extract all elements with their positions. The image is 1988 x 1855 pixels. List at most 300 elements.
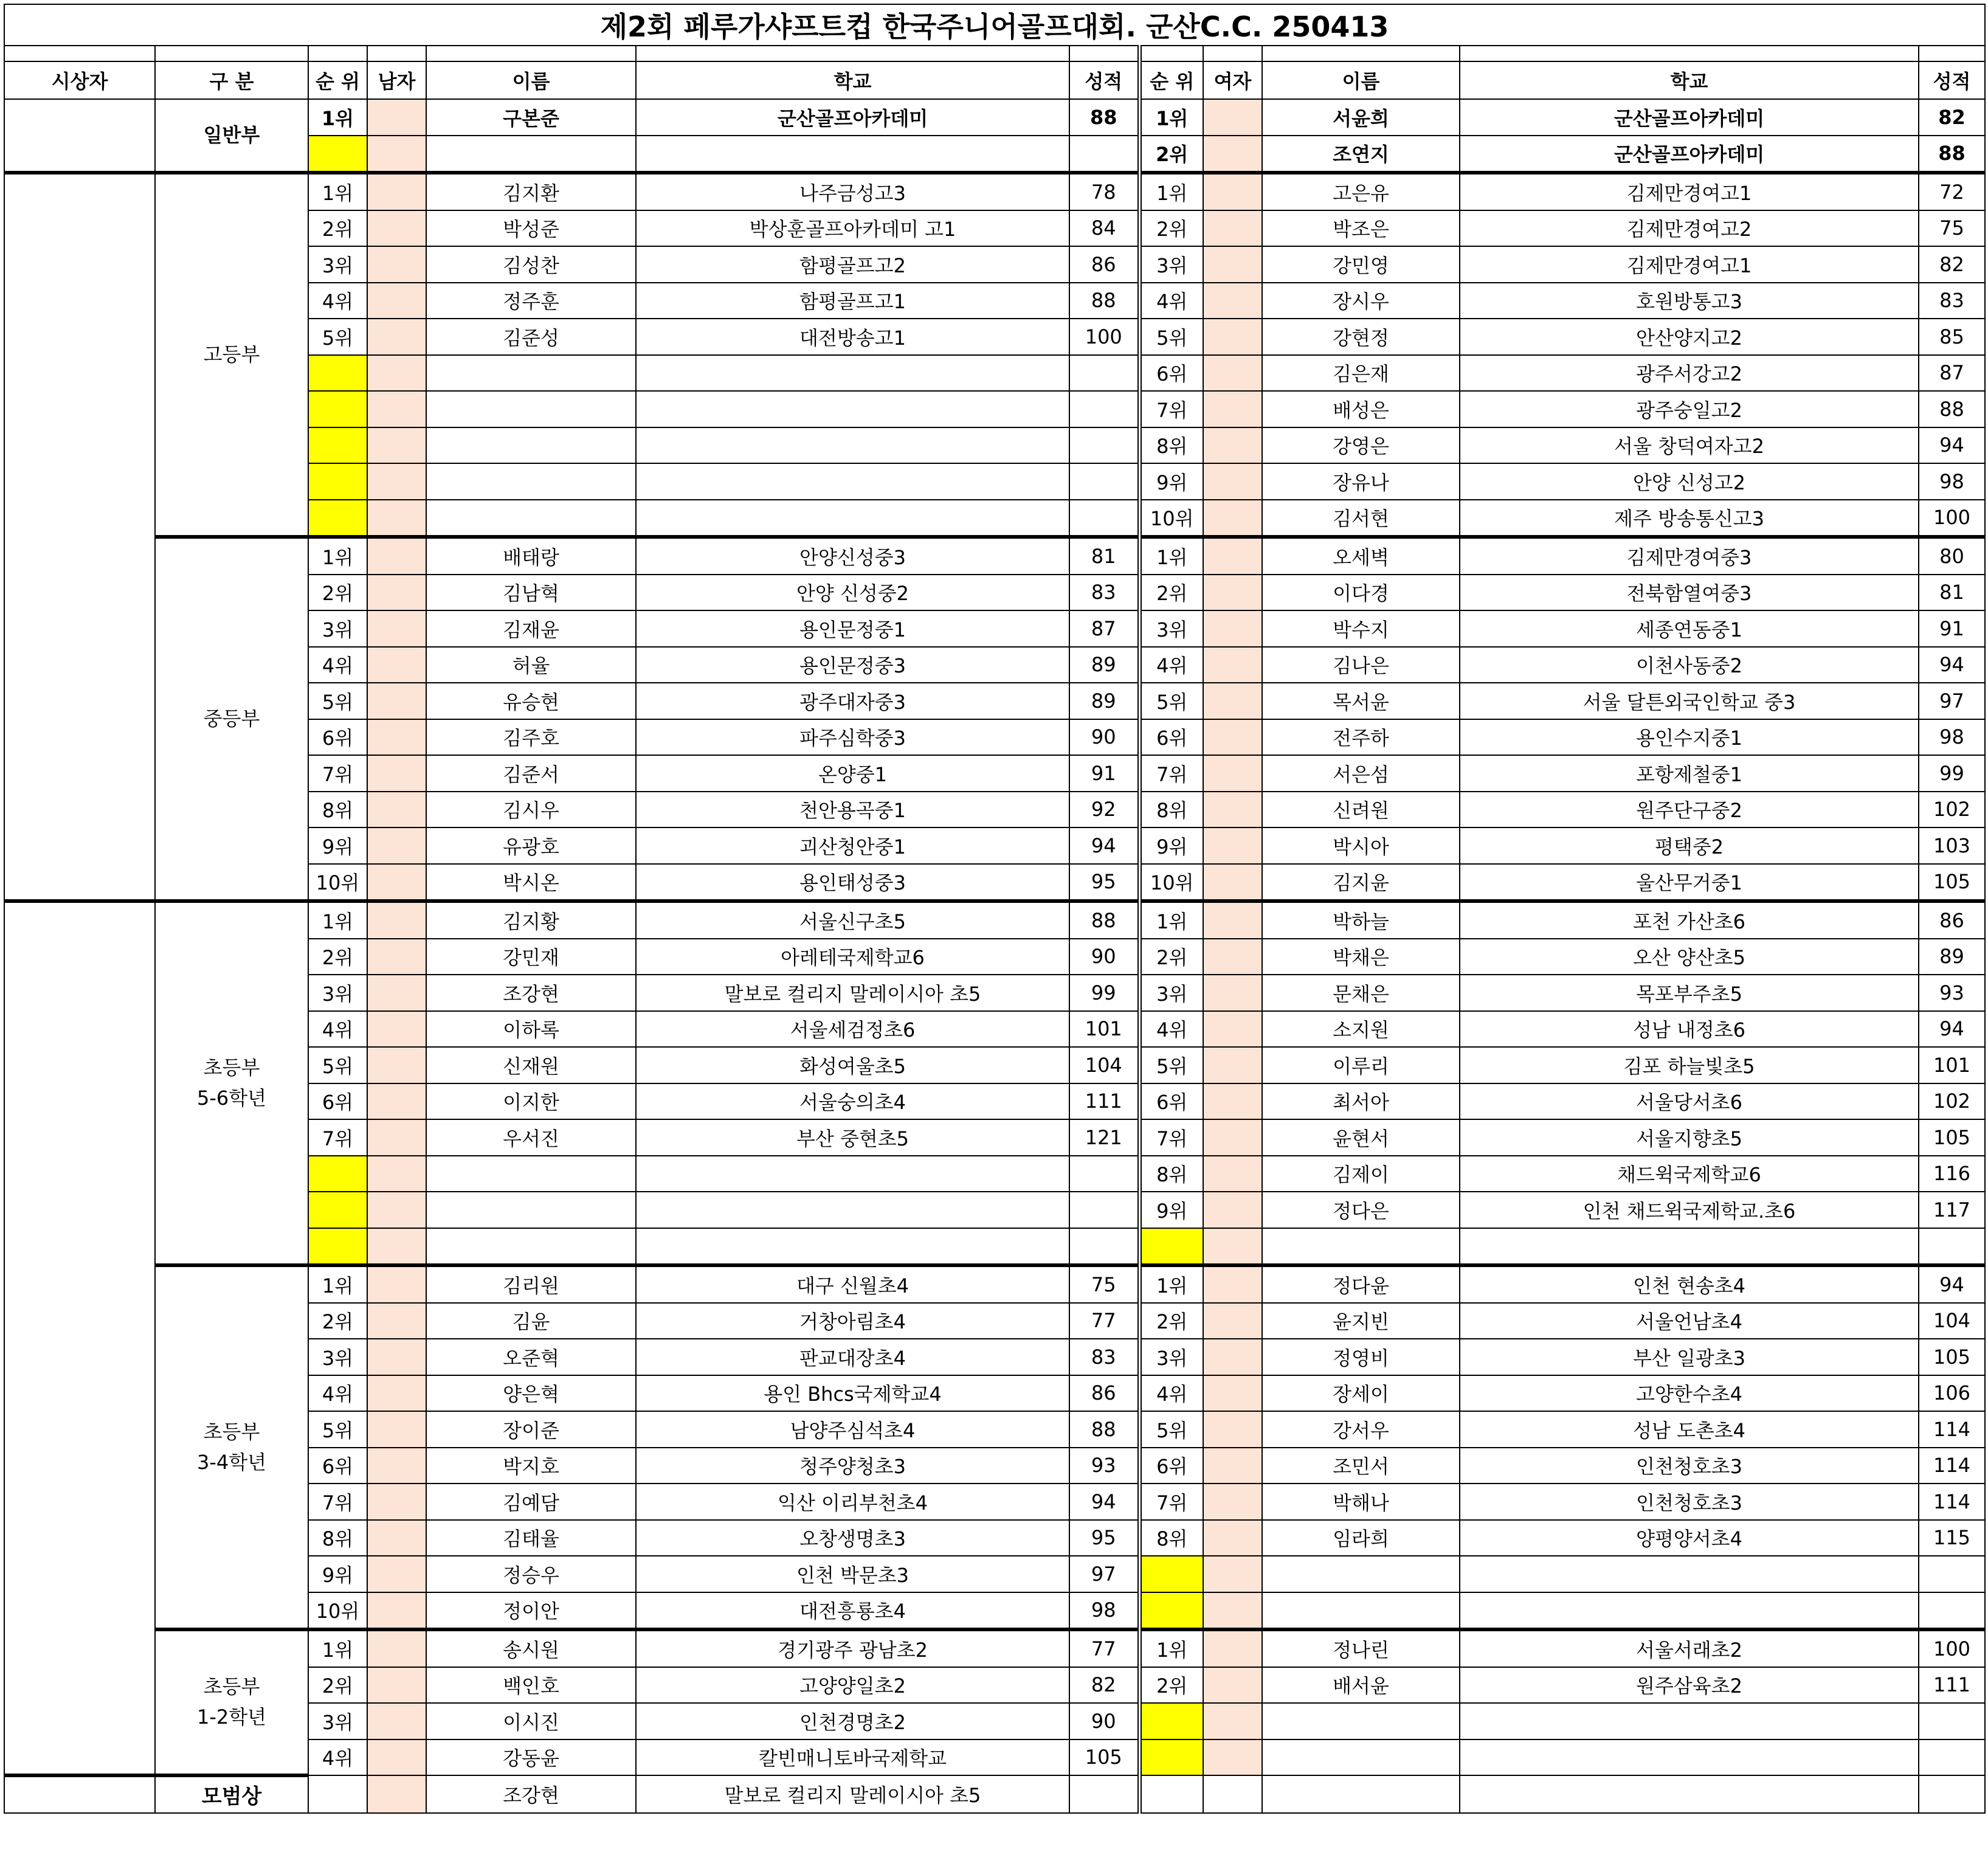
male-school-cell: 인천 박문초3	[636, 1556, 1069, 1592]
male-rank-cell	[308, 391, 367, 427]
female-marker-cell	[1203, 1047, 1262, 1083]
female-school-cell: 김제만경여고1	[1460, 246, 1919, 283]
male-rank-cell: 1위	[308, 537, 367, 575]
award-empty-cell	[1460, 1775, 1919, 1813]
female-rank-cell	[1139, 1228, 1203, 1266]
female-marker-cell	[1203, 319, 1262, 355]
male-school-cell: 화성여울초5	[636, 1047, 1069, 1083]
female-rank-cell: 1위	[1139, 1629, 1203, 1667]
female-rank-cell: 3위	[1139, 246, 1203, 283]
female-score-cell: 102	[1919, 1083, 1985, 1120]
female-score-cell	[1919, 1228, 1985, 1266]
female-name-cell: 김은재	[1262, 355, 1460, 392]
award-marker-cell	[367, 1775, 426, 1813]
category-label: 3-4학년	[196, 1450, 267, 1474]
male-name-cell: 박지호	[426, 1448, 636, 1484]
female-marker-cell	[1203, 427, 1262, 464]
female-name-cell: 박해나	[1262, 1484, 1460, 1520]
female-name-cell: 서은섬	[1262, 755, 1460, 792]
female-name-cell: 박하늘	[1262, 901, 1460, 939]
award-name: 조강현	[426, 1775, 636, 1813]
male-rank-cell: 2위	[308, 1667, 367, 1704]
male-rank-cell: 3위	[308, 246, 367, 283]
header-name-male: 이름	[426, 61, 636, 99]
female-rank-cell: 5위	[1139, 1411, 1203, 1448]
female-marker-cell	[1203, 246, 1262, 283]
presenter-cell	[4, 1775, 155, 1813]
female-name-cell: 목서윤	[1262, 683, 1460, 719]
spacer-row	[4, 46, 1985, 61]
female-score-cell: 114	[1919, 1484, 1985, 1520]
female-school-cell: 서울서래초2	[1460, 1629, 1919, 1667]
female-rank-cell: 1위	[1139, 99, 1203, 136]
male-school-cell: 칼빈매니토바국제학교	[636, 1739, 1069, 1776]
male-marker-cell	[367, 1083, 426, 1120]
male-rank-cell: 9위	[308, 1556, 367, 1592]
presenter-cell	[4, 99, 155, 173]
male-name-cell	[426, 391, 636, 427]
female-score-cell: 105	[1919, 1339, 1985, 1375]
male-marker-cell	[367, 246, 426, 283]
female-rank-cell: 7위	[1139, 1484, 1203, 1520]
female-marker-cell	[1203, 719, 1262, 756]
male-score-cell: 105	[1069, 1739, 1139, 1776]
female-school-cell: 안산양지고2	[1460, 319, 1919, 355]
female-rank-cell: 6위	[1139, 719, 1203, 756]
female-rank-cell: 1위	[1139, 901, 1203, 939]
female-rank-cell: 4위	[1139, 1011, 1203, 1048]
female-rank-cell: 4위	[1139, 1375, 1203, 1412]
male-rank-cell	[308, 1192, 367, 1228]
female-school-cell: 군산골프아카데미	[1460, 99, 1919, 136]
female-marker-cell	[1203, 610, 1262, 647]
female-name-cell: 박시아	[1262, 827, 1460, 864]
male-marker-cell	[367, 210, 426, 247]
female-marker-cell	[1203, 1339, 1262, 1375]
female-school-cell: 서울지향초5	[1460, 1119, 1919, 1156]
male-rank-cell	[308, 1228, 367, 1266]
male-school-cell: 용인 Bhcs국제학교4	[636, 1375, 1069, 1412]
female-score-cell: 94	[1919, 647, 1985, 683]
male-score-cell: 97	[1069, 1556, 1139, 1592]
female-score-cell: 114	[1919, 1448, 1985, 1484]
male-school-cell: 인천경명초2	[636, 1703, 1069, 1739]
male-name-cell: 김태율	[426, 1520, 636, 1556]
category-cell	[155, 173, 308, 537]
female-rank-cell: 1위	[1139, 173, 1203, 210]
female-name-cell: 신려원	[1262, 792, 1460, 828]
female-school-cell: 김포 하늘빛초5	[1460, 1047, 1919, 1083]
female-school-cell: 광주서강고2	[1460, 355, 1919, 392]
female-rank-cell: 8위	[1139, 427, 1203, 464]
male-score-cell: 94	[1069, 827, 1139, 864]
female-name-cell: 오세벽	[1262, 537, 1460, 575]
female-name-cell: 장세이	[1262, 1375, 1460, 1412]
female-rank-cell	[1139, 1556, 1203, 1592]
table-row	[4, 537, 1985, 575]
female-score-cell: 100	[1919, 500, 1985, 537]
presenter-cell	[4, 173, 155, 901]
female-name-cell: 소지원	[1262, 1011, 1460, 1048]
male-score-cell: 81	[1069, 537, 1139, 575]
header-school-female: 학교	[1460, 61, 1919, 99]
female-score-cell: 93	[1919, 975, 1985, 1011]
female-name-cell: 정나린	[1262, 1629, 1460, 1667]
male-rank-cell: 1위	[308, 1265, 367, 1303]
male-rank-cell: 10위	[308, 864, 367, 902]
male-name-cell: 김주호	[426, 719, 636, 756]
female-school-cell	[1460, 1739, 1919, 1776]
male-score-cell: 111	[1069, 1083, 1139, 1120]
male-rank-cell: 1위	[308, 901, 367, 939]
female-score-cell: 83	[1919, 283, 1985, 319]
male-rank-cell: 5위	[308, 1411, 367, 1448]
male-score-cell: 101	[1069, 1011, 1139, 1048]
female-name-cell: 배성은	[1262, 391, 1460, 427]
male-rank-cell: 3위	[308, 610, 367, 647]
male-name-cell	[426, 427, 636, 464]
male-score-cell: 99	[1069, 975, 1139, 1011]
female-marker-cell	[1203, 463, 1262, 500]
female-marker-cell	[1203, 647, 1262, 683]
male-school-cell	[636, 1192, 1069, 1228]
male-marker-cell	[367, 792, 426, 828]
male-name-cell: 이시진	[426, 1703, 636, 1739]
male-marker-cell	[367, 283, 426, 319]
category-label: 중등부	[203, 706, 260, 730]
male-name-cell: 백인호	[426, 1667, 636, 1704]
female-marker-cell	[1203, 939, 1262, 975]
female-rank-cell: 4위	[1139, 647, 1203, 683]
male-score-cell	[1069, 136, 1139, 173]
male-rank-cell	[308, 427, 367, 464]
female-school-cell: 서울 달튼외국인학교 중3	[1460, 683, 1919, 719]
header-score-male: 성적	[1069, 61, 1139, 99]
male-name-cell: 허율	[426, 647, 636, 683]
female-name-cell: 장유나	[1262, 463, 1460, 500]
female-marker-cell	[1203, 283, 1262, 319]
male-name-cell: 신재원	[426, 1047, 636, 1083]
male-marker-cell	[367, 864, 426, 902]
female-name-cell: 정영비	[1262, 1339, 1460, 1375]
male-name-cell: 이하록	[426, 1011, 636, 1048]
male-school-cell: 나주금성고3	[636, 173, 1069, 210]
male-rank-cell: 3위	[308, 975, 367, 1011]
male-name-cell: 김지황	[426, 901, 636, 939]
male-score-cell: 87	[1069, 610, 1139, 647]
male-score-cell	[1069, 500, 1139, 537]
female-marker-cell	[1203, 792, 1262, 828]
male-name-cell: 구본준	[426, 99, 636, 136]
female-school-cell: 서울언남초4	[1460, 1303, 1919, 1339]
male-marker-cell	[367, 575, 426, 611]
male-school-cell: 함평골프고2	[636, 246, 1069, 283]
female-school-cell: 제주 방송통신고3	[1460, 500, 1919, 537]
female-marker-cell	[1203, 1629, 1262, 1667]
female-score-cell: 88	[1919, 136, 1985, 173]
female-rank-cell: 2위	[1139, 136, 1203, 173]
female-school-cell: 원주삼육초2	[1460, 1667, 1919, 1704]
male-marker-cell	[367, 355, 426, 392]
female-school-cell: 군산골프아카데미	[1460, 136, 1919, 173]
category-label: 고등부	[203, 342, 260, 366]
male-score-cell: 75	[1069, 1265, 1139, 1303]
female-school-cell: 안양 신성고2	[1460, 463, 1919, 500]
male-name-cell: 정주훈	[426, 283, 636, 319]
female-name-cell: 김제이	[1262, 1156, 1460, 1192]
male-marker-cell	[367, 1303, 426, 1339]
category-label: 초등부	[203, 1675, 260, 1699]
male-marker-cell	[367, 1192, 426, 1228]
male-marker-cell	[367, 647, 426, 683]
male-name-cell: 김재윤	[426, 610, 636, 647]
male-marker-cell	[367, 719, 426, 756]
male-rank-cell: 1위	[308, 99, 367, 136]
male-marker-cell	[367, 1629, 426, 1667]
male-school-cell: 광주대자중3	[636, 683, 1069, 719]
male-score-cell: 89	[1069, 683, 1139, 719]
male-school-cell: 고양양일초2	[636, 1667, 1069, 1704]
female-rank-cell: 9위	[1139, 827, 1203, 864]
male-school-cell	[636, 136, 1069, 173]
female-score-cell: 98	[1919, 463, 1985, 500]
male-name-cell	[426, 463, 636, 500]
male-score-cell: 121	[1069, 1119, 1139, 1156]
award-school: 말보로 컬리지 말레이시아 초5	[636, 1775, 1069, 1813]
male-rank-cell: 5위	[308, 1047, 367, 1083]
male-marker-cell	[367, 173, 426, 210]
male-name-cell: 송시원	[426, 1629, 636, 1667]
female-marker-cell	[1203, 1265, 1262, 1303]
female-score-cell: 103	[1919, 827, 1985, 864]
female-score-cell: 111	[1919, 1667, 1985, 1704]
header-score-female: 성적	[1919, 61, 1985, 99]
male-rank-cell	[308, 500, 367, 537]
male-marker-cell	[367, 827, 426, 864]
female-marker-cell	[1203, 99, 1262, 136]
male-rank-cell	[308, 1156, 367, 1192]
male-school-cell: 판교대장초4	[636, 1339, 1069, 1375]
table-row	[4, 1629, 1985, 1667]
female-rank-cell: 2위	[1139, 210, 1203, 247]
male-name-cell: 유광호	[426, 827, 636, 864]
male-marker-cell	[367, 683, 426, 719]
male-score-cell: 86	[1069, 246, 1139, 283]
male-name-cell	[426, 136, 636, 173]
female-marker-cell	[1203, 901, 1262, 939]
male-marker-cell	[367, 136, 426, 173]
female-marker-cell	[1203, 755, 1262, 792]
female-school-cell: 용인수지중1	[1460, 719, 1919, 756]
male-school-cell: 대전방송고1	[636, 319, 1069, 355]
header-name-female: 이름	[1262, 61, 1460, 99]
male-score-cell: 89	[1069, 647, 1139, 683]
award-row	[4, 1775, 1985, 1813]
female-school-cell: 채드윅국제학교6	[1460, 1156, 1919, 1192]
female-marker-cell	[1203, 827, 1262, 864]
female-marker-cell	[1203, 1375, 1262, 1412]
female-school-cell	[1460, 1703, 1919, 1739]
female-name-cell: 정다윤	[1262, 1265, 1460, 1303]
female-school-cell: 울산무거중1	[1460, 864, 1919, 902]
header-category: 구 분	[155, 61, 308, 99]
male-score-cell: 83	[1069, 1339, 1139, 1375]
female-name-cell: 김지윤	[1262, 864, 1460, 902]
male-school-cell: 말보로 컬리지 말레이시아 초5	[636, 975, 1069, 1011]
female-marker-cell	[1203, 1520, 1262, 1556]
male-rank-cell	[308, 355, 367, 392]
female-name-cell: 정다은	[1262, 1192, 1460, 1228]
female-marker-cell	[1203, 1484, 1262, 1520]
male-score-cell	[1069, 391, 1139, 427]
male-marker-cell	[367, 99, 426, 136]
male-school-cell: 함평골프고1	[636, 283, 1069, 319]
male-marker-cell	[367, 1265, 426, 1303]
male-score-cell	[1069, 355, 1139, 392]
male-score-cell: 88	[1069, 99, 1139, 136]
female-score-cell: 105	[1919, 864, 1985, 902]
male-marker-cell	[367, 1339, 426, 1375]
male-rank-cell: 2위	[308, 575, 367, 611]
male-score-cell: 86	[1069, 1375, 1139, 1412]
male-name-cell: 김성찬	[426, 246, 636, 283]
female-rank-cell: 6위	[1139, 355, 1203, 392]
male-rank-cell: 4위	[308, 1011, 367, 1048]
male-name-cell: 김리원	[426, 1265, 636, 1303]
female-name-cell: 이다경	[1262, 575, 1460, 611]
female-marker-cell	[1203, 1011, 1262, 1048]
category-label: 5-6학년	[196, 1086, 267, 1110]
female-school-cell: 광주숭일고2	[1460, 391, 1919, 427]
male-score-cell	[1069, 427, 1139, 464]
female-score-cell: 72	[1919, 173, 1985, 210]
female-rank-cell: 3위	[1139, 610, 1203, 647]
male-school-cell: 군산골프아카데미	[636, 99, 1069, 136]
male-name-cell: 박성준	[426, 210, 636, 247]
female-name-cell: 장시우	[1262, 283, 1460, 319]
female-rank-cell: 10위	[1139, 864, 1203, 902]
male-marker-cell	[367, 1556, 426, 1592]
female-score-cell: 94	[1919, 427, 1985, 464]
male-name-cell: 강동윤	[426, 1739, 636, 1776]
female-score-cell: 104	[1919, 1303, 1985, 1339]
category-cell	[155, 1629, 308, 1775]
female-score-cell: 99	[1919, 755, 1985, 792]
male-marker-cell	[367, 391, 426, 427]
female-school-cell: 이천사동중2	[1460, 647, 1919, 683]
header-presenter: 시상자	[4, 61, 155, 99]
female-marker-cell	[1203, 391, 1262, 427]
table-row	[4, 901, 1985, 939]
female-name-cell: 박채은	[1262, 939, 1460, 975]
male-score-cell: 104	[1069, 1047, 1139, 1083]
female-name-cell	[1262, 1703, 1460, 1739]
female-school-cell: 김제만경여고1	[1460, 173, 1919, 210]
category-label: 초등부	[203, 1055, 260, 1079]
male-score-cell	[1069, 1192, 1139, 1228]
female-score-cell	[1919, 1703, 1985, 1739]
female-score-cell: 115	[1919, 1520, 1985, 1556]
female-school-cell: 성남 도촌초4	[1460, 1411, 1919, 1448]
male-name-cell: 우서진	[426, 1119, 636, 1156]
male-rank-cell: 6위	[308, 1448, 367, 1484]
male-score-cell: 82	[1069, 1667, 1139, 1704]
category-cell	[155, 99, 308, 173]
female-marker-cell	[1203, 1119, 1262, 1156]
female-rank-cell	[1139, 1739, 1203, 1776]
male-school-cell: 경기광주 광남초2	[636, 1629, 1069, 1667]
female-school-cell: 서울당서초6	[1460, 1083, 1919, 1120]
male-score-cell	[1069, 1156, 1139, 1192]
female-name-cell: 윤현서	[1262, 1119, 1460, 1156]
female-rank-cell: 7위	[1139, 755, 1203, 792]
male-school-cell: 파주심학중3	[636, 719, 1069, 756]
male-marker-cell	[367, 1667, 426, 1704]
category-cell	[155, 537, 308, 901]
male-rank-cell: 9위	[308, 827, 367, 864]
male-marker-cell	[367, 610, 426, 647]
female-marker-cell	[1203, 975, 1262, 1011]
female-name-cell: 이루리	[1262, 1047, 1460, 1083]
award-empty-cell	[1919, 1775, 1985, 1813]
female-school-cell: 호원방통고3	[1460, 283, 1919, 319]
award-score-cell	[1069, 1775, 1139, 1813]
male-score-cell: 91	[1069, 755, 1139, 792]
category-label: 1-2학년	[196, 1705, 267, 1729]
female-rank-cell: 7위	[1139, 1119, 1203, 1156]
male-school-cell: 서울숭의초4	[636, 1083, 1069, 1120]
male-score-cell: 93	[1069, 1448, 1139, 1484]
female-rank-cell: 2위	[1139, 575, 1203, 611]
female-name-cell: 최서아	[1262, 1083, 1460, 1120]
male-school-cell: 용인태성중3	[636, 864, 1069, 902]
female-score-cell: 98	[1919, 719, 1985, 756]
male-school-cell	[636, 1156, 1069, 1192]
award-empty-cell	[1139, 1775, 1203, 1813]
male-marker-cell	[367, 1520, 426, 1556]
table-row	[4, 1265, 1985, 1303]
female-marker-cell	[1203, 1411, 1262, 1448]
female-school-cell: 목포부주초5	[1460, 975, 1919, 1011]
male-name-cell: 오준혁	[426, 1339, 636, 1375]
male-name-cell: 김준서	[426, 755, 636, 792]
category-cell	[155, 1265, 308, 1629]
male-marker-cell	[367, 1375, 426, 1412]
male-score-cell: 98	[1069, 1592, 1139, 1630]
female-rank-cell	[1139, 1592, 1203, 1630]
female-rank-cell: 5위	[1139, 683, 1203, 719]
male-school-cell: 오창생명초3	[636, 1520, 1069, 1556]
male-marker-cell	[367, 427, 426, 464]
male-marker-cell	[367, 1739, 426, 1776]
female-school-cell: 인천 채드윅국제학교.초6	[1460, 1192, 1919, 1228]
male-school-cell	[636, 391, 1069, 427]
female-name-cell	[1262, 1228, 1460, 1266]
page-title: 제2회 페루가샤프트컵 한국주니어골프대회. 군산C.C. 250413	[4, 4, 1985, 46]
male-score-cell: 94	[1069, 1484, 1139, 1520]
female-name-cell: 박수지	[1262, 610, 1460, 647]
male-score-cell: 78	[1069, 173, 1139, 210]
female-rank-cell: 3위	[1139, 1339, 1203, 1375]
female-name-cell: 김나은	[1262, 647, 1460, 683]
male-name-cell: 김예담	[426, 1484, 636, 1520]
male-school-cell: 용인문정중3	[636, 647, 1069, 683]
male-score-cell: 88	[1069, 283, 1139, 319]
male-school-cell: 박상훈골프아카데미 고1	[636, 210, 1069, 247]
male-name-cell: 김윤	[426, 1303, 636, 1339]
female-score-cell: 100	[1919, 1629, 1985, 1667]
male-rank-cell: 5위	[308, 683, 367, 719]
